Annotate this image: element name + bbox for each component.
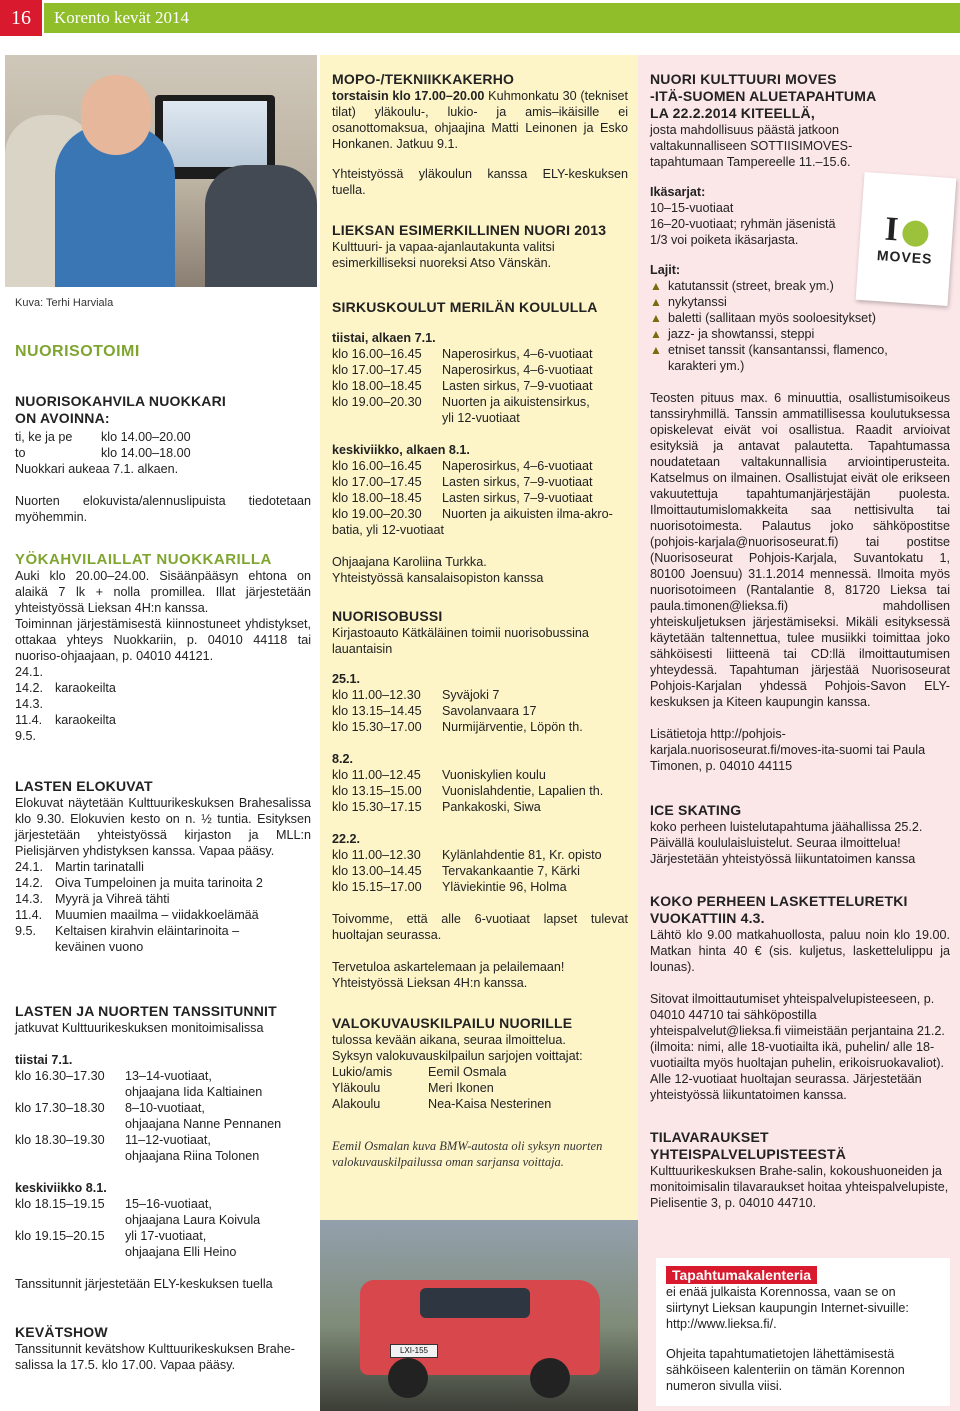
elokuvat-section <box>15 778 311 955</box>
esimerkillinen-text: Kulttuuri- ja vapaa-ajanlautakunta valitsi esimerkilliseksi nuoreksi Atso Vänskän. <box>332 240 555 270</box>
mopo-title: MOPO-/TEKNIIKKAKERHO <box>332 71 515 87</box>
valokuva-text2: Syksyn valokuvauskilpailun sarjojen voittajat: <box>332 1049 583 1063</box>
sirkus-day1: tiistai, alkaen 7.1. <box>332 331 436 345</box>
ice-title: ICE SKATING <box>650 802 742 818</box>
tilavaraukset-title: TILAVARAUKSET <box>650 1129 769 1145</box>
age-item: 10–15-vuotiaat <box>650 201 734 215</box>
type-item-tail: karakteri ym.) <box>668 359 745 373</box>
schedule-row: klo 18.00–18.45 Lasten sirkus, 7–9-vuotiaat <box>332 379 593 393</box>
schedule-row: klo 17.30–18.30 8–10-vuotiaat, <box>15 1101 205 1115</box>
moves-info: Lisätietoja http://pohjois-karjala.nuorisoseurat.fi/moves-ita-suomi tai Paula Timonen, p. 04010 44115 <box>650 727 926 773</box>
tilavaraukset-title-2: YHTEISPALVELUPISTEESTÄ <box>650 1146 847 1162</box>
kevatshow-section <box>15 1324 311 1373</box>
winner-row: Lukio/amis Eemil Osmala <box>332 1065 507 1079</box>
tanssi-subtitle: jatkuvat Kulttuurikeskuksen monitoimisalissa <box>15 1021 264 1035</box>
sirkus-title: SIRKUSKOULUT MERILÄN KOULULLA <box>332 299 598 315</box>
yokahvilat-section <box>15 552 311 744</box>
valokuva-text: tulossa kevään aikana, seuraa ilmoittelua. <box>332 1033 566 1047</box>
date-row: 14.3. <box>15 697 44 711</box>
winner-row: Yläkoulu Meri Ikonen <box>332 1081 494 1095</box>
moves-title-3: LA 22.2.2014 KITEELLÄ, <box>650 105 815 121</box>
sirkus-ohjaaja: Ohjaajana Karoliina Turkka. <box>332 555 487 569</box>
triangle-bullet-icon: ▲ <box>650 279 662 293</box>
bussi-welcome2: Yhteistyössä Lieksan 4H:n kanssa. <box>332 976 528 990</box>
valokuva-title: VALOKUVAUSKILPAILU NUORILLE <box>332 1015 573 1031</box>
bussi-date: 22.2. <box>332 832 361 846</box>
nuokkari-title: NUORISOKAHVILA NUOKKARI <box>15 393 226 409</box>
publication-title: Korento kevät 2014 <box>44 3 960 33</box>
ages-label: Ikäsarjat: <box>650 185 706 199</box>
film-row: 24.1. Martin tarinatalli <box>15 860 144 874</box>
moves-title-2: -ITÄ-SUOMEN ALUETAPAHTUMA <box>650 88 877 104</box>
esimerkillinen-title: LIEKSAN ESIMERKILLINEN NUORI 2013 <box>332 222 607 238</box>
kevatshow-text: Tanssitunnit kevätshow Kulttuurikeskuksen Brahe-salissa la 17.5. klo 17.00. Vapaa pääsy. <box>15 1342 296 1372</box>
date-row: 11.4. karaokeilta <box>15 713 116 727</box>
date-row: 14.2. karaokeilta <box>15 681 116 695</box>
film-row: 14.3. Myyrä ja Vihreä tähti <box>15 892 170 906</box>
kalenteri-title: Tapahtumakalenteria <box>666 1266 817 1284</box>
tanssi-day2: keskiviikko 8.1. <box>15 1181 107 1195</box>
tanssi-title: LASTEN JA NUORTEN TANSSITUNNIT <box>15 1003 277 1019</box>
moves-circle-icon <box>901 220 929 248</box>
schedule-row: ohjaajana Laura Koivula <box>125 1213 261 1227</box>
schedule-row: klo 15.15–17.00 Yläviekintie 96, Holma <box>332 880 567 894</box>
yokahvilat-text2: Toiminnan järjestämisestä kiinnostuneet yhdistykset, ottakaa yhteys Nuokkariin, p. 04010 44118 tai nuoriso-ohjaajaan, p. 04010 44121. <box>15 617 311 663</box>
schedule-row: klo 19.00–20.30 Nuorten ja aikuistensirkus, <box>332 395 590 409</box>
page-header <box>0 0 960 36</box>
schedule-row: klo 13.15–15.00 Vuonislahdentie, Lapalien th. <box>332 784 604 798</box>
schedule-row: klo 13.15–14.45 Savolanvaara 17 <box>332 704 537 718</box>
date-row: 24.1. <box>15 665 44 679</box>
sirkus-tail: batia, yli 12-vuotiaat <box>332 523 445 537</box>
schedule-row: klo 19.00–20.30 Nuorten ja aikuisten ilma-akro- <box>332 507 613 521</box>
opening-text: Nuokkari aukeaa 7.1. alkaen. <box>15 462 179 476</box>
triangle-bullet-icon: ▲ <box>650 295 662 309</box>
schedule-row: klo 19.15–20.15 yli 17-vuotiaat, <box>15 1229 207 1243</box>
car-photo-caption: Eemil Osmalan kuva BMW-autosta oli syksyn nuorten valokuvauskilpailussa oman sarjansa voittaja. <box>332 1139 603 1169</box>
triangle-bullet-icon: ▲ <box>650 343 662 357</box>
type-item: ▲ nykytanssi <box>650 295 727 309</box>
schedule-row: ohjaajana Nanne Pennanen <box>125 1117 282 1131</box>
page-number: 16 <box>0 0 42 36</box>
mopo-text2: Yhteistyössä yläkoulun kanssa ELY-keskuksen tuella. <box>332 167 628 197</box>
schedule-row: klo 18.15–19.15 15–16-vuotiaat, <box>15 1197 212 1211</box>
elokuvat-text: Elokuvat näytetään Kulttuurikeskuksen Brahesalissa klo 9.30. Elokuvien kesto on n. ½ tuntia. Esityksen järjestetään yhteistyössä kirjaston ja MLL:n Pielisjärven yhdistyksen kanssa. Vapaa pääsy. <box>15 796 311 858</box>
schedule-row: klo 18.30–19.30 11–12-vuotiaat, <box>15 1133 211 1147</box>
laskettelu-text2: Sitovat ilmoittautumiset yhteispalvelupisteeseen, p. 04010 44710 tai sähköpostilla yhteispalvelut@lieksa.fi viimeistään perjantaina 21.2. (ilmoita: nimi, alle 18-vuotiailta ikä, puhelin/ alle 18-vuotiailta myös huoltajan puhelin, erikoisruokavaliot). Alle 12-vuotiaat huoltajan seurassa. Järjestetään yhteistyössä liikuntatoimen kanssa. <box>650 992 945 1102</box>
car-icon <box>360 1280 600 1375</box>
bussi-note: Toivomme, että alle 6-vuotiaat lapset tulevat huoltajan seurassa. <box>332 912 628 942</box>
yokahvilat-text: Auki klo 20.00–24.00. Sisäänpääsyn ehtona on alaikä 7 lk + nolla promillea. Illat järjestetään yhteistyössä Lieksan 4H:n kanssa. <box>15 569 311 615</box>
bussi-text: Kirjastoauto Kätkäläinen toimii nuorisobussina lauantaisin <box>332 626 589 656</box>
hours-row: ti, ke ja pe klo 14.00–20.00 <box>15 430 191 444</box>
schedule-row: klo 13.00–14.45 Tervakankaantie 7, Kärki <box>332 864 580 878</box>
triangle-bullet-icon: ▲ <box>650 327 662 341</box>
schedule-row: klo 15.30–17.00 Nurmijärventie, Löpön th. <box>332 720 583 734</box>
tilavaraukset-text: Kulttuurikeskuksen Brahe-salin, kokoushuoneiden ja monitoimisalin tilavaraukset hoitaa yhteispalvelupiste, Pielisentie 3, p. 04010 44710. <box>650 1164 949 1210</box>
section-title-nuorisotoimi: NUORISOTOIMI <box>15 343 140 360</box>
mopo-text: torstaisin klo 17.00–20.00 Kuhmonkatu 30 (tekniset tilat) yläkoulu-, lukio- ja amis–ikäisille ei osanottomaksua, ohjaajina Matti Leinonen ja Esko Honkanen. Jatkuu 9.1. <box>332 89 628 151</box>
type-item: ▲ baletti (sallitaan myös sooloesitykset) <box>650 311 876 325</box>
nuokkari-title-2: ON AVOINNA: <box>15 410 110 426</box>
tanssi-section <box>15 1003 311 1292</box>
film-row: keväinen vuono <box>55 940 144 954</box>
photo-caption: Kuva: Terhi Harviala <box>15 297 114 309</box>
schedule-row: klo 11.00–12.30 Syväjoki 7 <box>332 688 500 702</box>
kalenteri-box <box>656 1258 950 1406</box>
winner-row: Alakoulu Nea-Kaisa Nesterinen <box>332 1097 552 1111</box>
hours-row: to klo 14.00–18.00 <box>15 446 191 460</box>
schedule-row: klo 16.00–16.45 Naperosirkus, 4–6-vuotiaat <box>332 347 593 361</box>
tanssi-day1: tiistai 7.1. <box>15 1053 73 1067</box>
bussi-date: 8.2. <box>332 752 354 766</box>
sirkus-day2: keskiviikko, alkaen 8.1. <box>332 443 470 457</box>
triangle-bullet-icon: ▲ <box>650 311 662 325</box>
laskettelu-title: KOKO PERHEEN LASKETTELURETKI <box>650 893 908 909</box>
cinema-note: Nuorten elokuvista/alennuslipuista tiedotetaan myöhemmin. <box>15 494 311 524</box>
type-item: ▲ katutanssit (street, break ym.) <box>650 279 834 293</box>
film-row: 9.5. Keltaisen kirahvin eläintarinoita – <box>15 924 240 938</box>
ice-text: koko perheen luistelutapahtuma jäähallissa 25.2. Päivällä koululaisluistelut. Seuraa ilmoittelua! Järjestetään yhteistyössä liikuntatoimen kanssa <box>650 820 923 866</box>
moves-text: josta mahdollisuus päästä jatkoon valtakunnalliseen SOTTIISIMOVES-tapahtumaan Tampereelle 11.–15.6. <box>650 123 853 169</box>
bussi-title: NUORISOBUSSI <box>332 608 443 624</box>
moves-title: NUORI KULTTUURI MOVES <box>650 71 837 87</box>
sirkus-yhteistyo: Yhteistyössä kansalaisopiston kanssa <box>332 571 544 585</box>
laskettelu-title-2: VUOKATTIIN 4.3. <box>650 910 765 926</box>
age-item: 1/3 voi poiketa ikäsarjasta. <box>650 233 799 247</box>
moves-logo: I MOVES <box>856 172 957 306</box>
column-2 <box>320 55 638 1411</box>
laskettelu-text: Lähtö klo 9.00 matkahuollosta, paluu noin klo 19.00. Matkan hinta 40 € (sis. kuljetus, laskettelulippu ja lounas). <box>650 928 950 974</box>
schedule-row: klo 16.30–17.30 13–14-vuotiaat, <box>15 1069 212 1083</box>
schedule-row: yli 12-vuotiaat <box>442 411 520 425</box>
film-row: 11.4. Muumien maailma – viidakkoelämää <box>15 908 259 922</box>
youth-gaming-photo <box>5 55 317 287</box>
kalenteri-text: ei enää julkaista Korennossa, vaan se on siirtynyt Lieksan kaupungin Internet-sivuille: http://www.lieksa.fi/. <box>666 1285 909 1331</box>
schedule-row: klo 11.00–12.45 Vuoniskylien koulu <box>332 768 546 782</box>
schedule-row: klo 17.00–17.45 Lasten sirkus, 7–9-vuotiaat <box>332 475 593 489</box>
schedule-row: klo 15.30–17.15 Pankakoski, Siwa <box>332 800 541 814</box>
schedule-row: klo 17.00–17.45 Naperosirkus, 4–6-vuotiaat <box>332 363 593 377</box>
film-row: 14.2. Oiva Tumpeloinen ja muita tarinoita 2 <box>15 876 263 890</box>
date-row: 9.5. <box>15 729 37 743</box>
kalenteri-text2: Ohjeita tapahtumatietojen lähettämisestä sähköiseen kalenteriin on tämän Korennon numeron sivulla viisi. <box>666 1347 905 1393</box>
schedule-row: ohjaajana Riina Tolonen <box>125 1149 260 1163</box>
kevatshow-title: KEVÄTSHOW <box>15 1324 108 1340</box>
schedule-row: klo 18.00–18.45 Lasten sirkus, 7–9-vuotiaat <box>332 491 593 505</box>
schedule-row: ohjaajana Elli Heino <box>125 1245 237 1259</box>
tanssi-note: Tanssitunnit järjestetään ELY-keskuksen tuella <box>15 1277 273 1291</box>
nuokkari-section <box>15 393 311 525</box>
schedule-row: ohjaajana Iida Kaltiainen <box>125 1085 263 1099</box>
yokahvilat-title: YÖKAHVILAILLAT NUOKKARILLA <box>15 551 272 568</box>
license-plate: LXI-155 <box>390 1344 438 1358</box>
elokuvat-title: LASTEN ELOKUVAT <box>15 778 153 794</box>
schedule-row: klo 16.00–16.45 Naperosirkus, 4–6-vuotiaat <box>332 459 593 473</box>
moves-body: Teosten pituus max. 6 minuuttia, osallistumisoikeus tanssiryhmillä. Tanssin ammatillisessa koulutuksessa opiskelevat eivät voi osallistua. Raadit arvioivat esityksiä ja antavat palautetta. Tapahtumassa noudatetaan valtakunnallisia arviointiperusteita. Katselmus on ilmainen. Osallistujat eivät ole erikseen vakuutettuja tapahtumanjärjestäjän puolesta. Ilmoittautumislomakkeita saa nettisivulta tai nuorisotoimesta. Palautus joko sähköpostitse (pohjois-karjala@nuorisoseurat.fi) tai postitse (Nuorisoseurat Pohjois-Karjala, Suvantokatu 1, 80100 Joensuu) 31.1.2014 mennessä. Ilmoita myös nuorisotoimeen (Rantalantie 8, 81720 Lieksa tai paula.timonen@lieksa.fi) mahdollisen yhteiskuljetuksen järjestämiseksi. Mikäli esityksessä käytetään taltennettua, tulee musiikki toimittaa joko sähköisesti liitteenä tai CD:llä ilmoittautumisen yhteydessä. Tapahtuman järjestää Nuorisoseurat Pohjois-Karjalan yhdessä Pohjois-Savon ELY-keskuksen ja Kiteen kaupungin kanssa. <box>650 391 950 709</box>
age-item: 16–20-vuotiaat; ryhmän jäsenistä <box>650 217 836 231</box>
type-item: ▲ etniset tanssit (kansantanssi, flamenco, <box>650 343 888 357</box>
types-label: Lajit: <box>650 263 681 277</box>
bussi-welcome: Tervetuloa askartelemaan ja pelailemaan! <box>332 960 565 974</box>
schedule-row: klo 11.00–12.30 Kylänlahdentie 81, Kr. opisto <box>332 848 602 862</box>
bmw-car-photo <box>320 1220 638 1411</box>
type-item: ▲ jazz- ja showtanssi, steppi <box>650 327 815 341</box>
bussi-date: 25.1. <box>332 672 361 686</box>
